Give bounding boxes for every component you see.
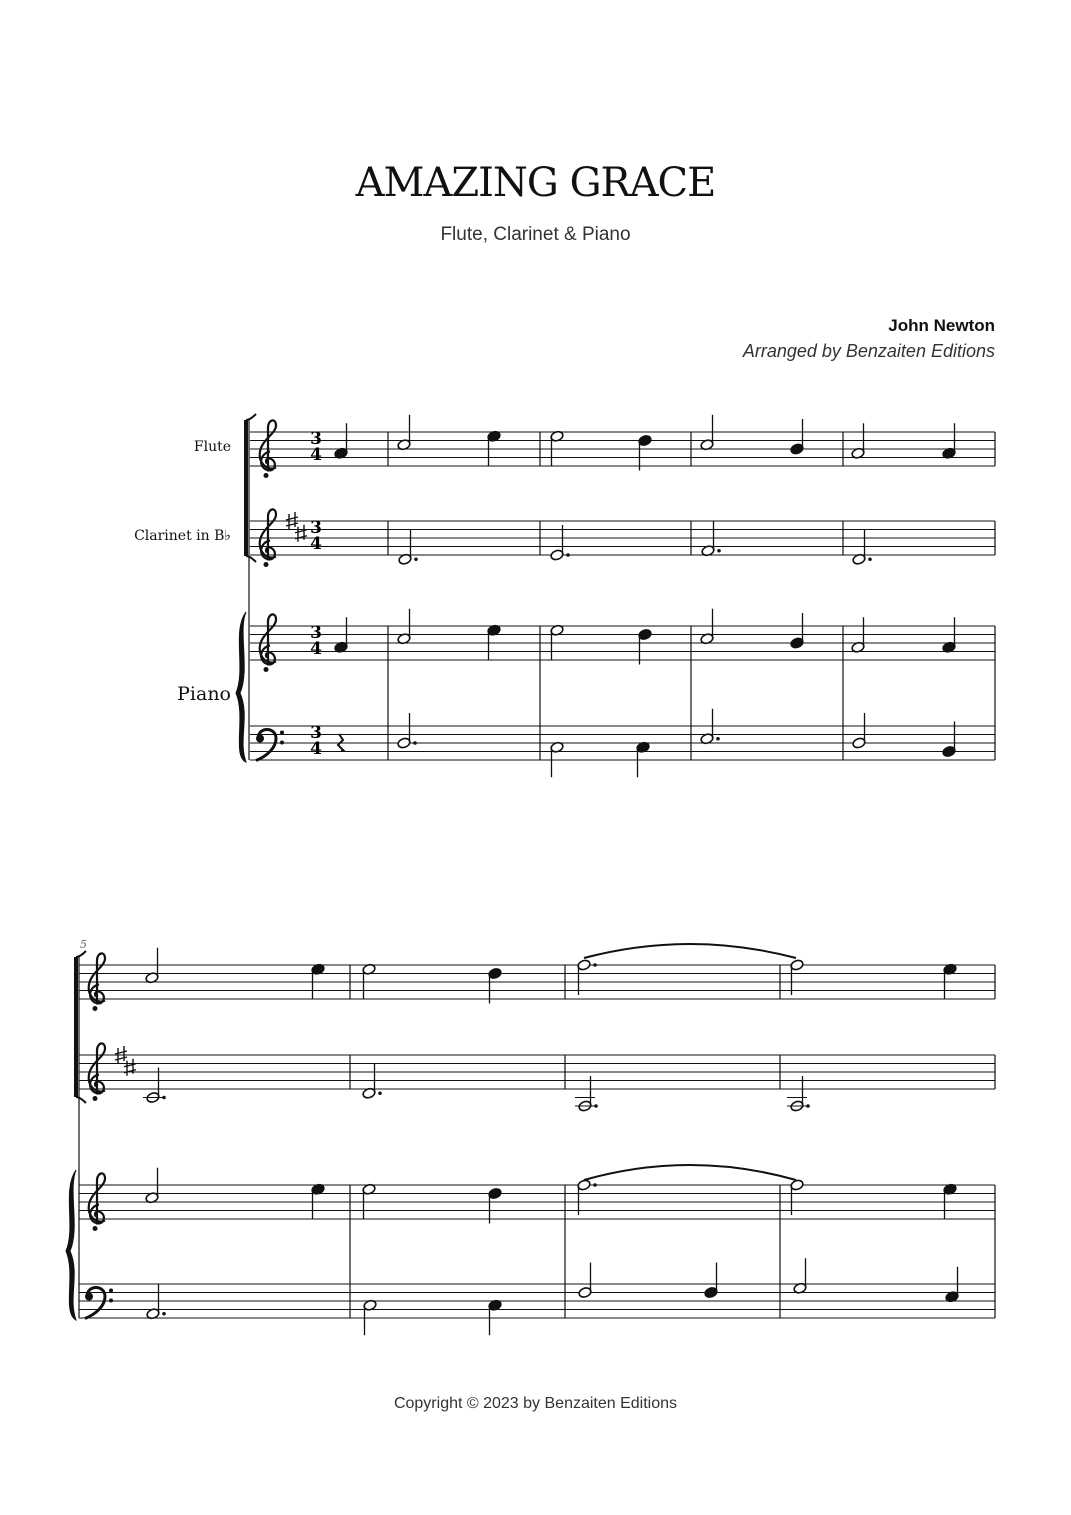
sharp-sign (295, 525, 307, 542)
piano-label: Piano (177, 683, 231, 705)
piano-brace (66, 612, 246, 1320)
score-title: AMAZING GRACE (355, 160, 716, 206)
svg-text:3: 3 (310, 723, 322, 743)
score-subtitle: Flute, Clarinet & Piano (440, 224, 631, 245)
measure-number: 5 (80, 938, 87, 951)
dot (414, 557, 418, 561)
dot (717, 549, 721, 553)
sharp-sign (124, 1059, 136, 1076)
svg-text:3: 3 (310, 623, 322, 643)
dot (716, 737, 720, 741)
dot (413, 741, 417, 745)
svg-text:4: 4 (310, 534, 322, 554)
svg-text:4: 4 (310, 639, 322, 659)
dot (378, 1091, 382, 1095)
svg-text:4: 4 (310, 445, 322, 465)
staff-lines (79, 432, 995, 1318)
notes (143, 415, 959, 1336)
dot (593, 1183, 597, 1187)
svg-text:3: 3 (310, 518, 322, 538)
dot (593, 963, 597, 967)
svg-text:3: 3 (310, 429, 322, 449)
dot (868, 557, 872, 561)
svg-text:4: 4 (310, 739, 322, 759)
arranger-credit: Arranged by Benzaiten Editions (742, 341, 995, 361)
dot (566, 553, 570, 557)
time-signature (310, 429, 322, 759)
clefs (85, 420, 307, 1318)
copyright-notice: Copyright © 2023 by Benzaiten Editions (393, 1395, 678, 1412)
dot (162, 1312, 166, 1316)
clarinet-label: Clarinet in B♭ (134, 528, 231, 544)
composer-name: John Newton (888, 316, 995, 335)
ties (584, 944, 796, 1180)
flute-label: Flute (193, 439, 231, 455)
